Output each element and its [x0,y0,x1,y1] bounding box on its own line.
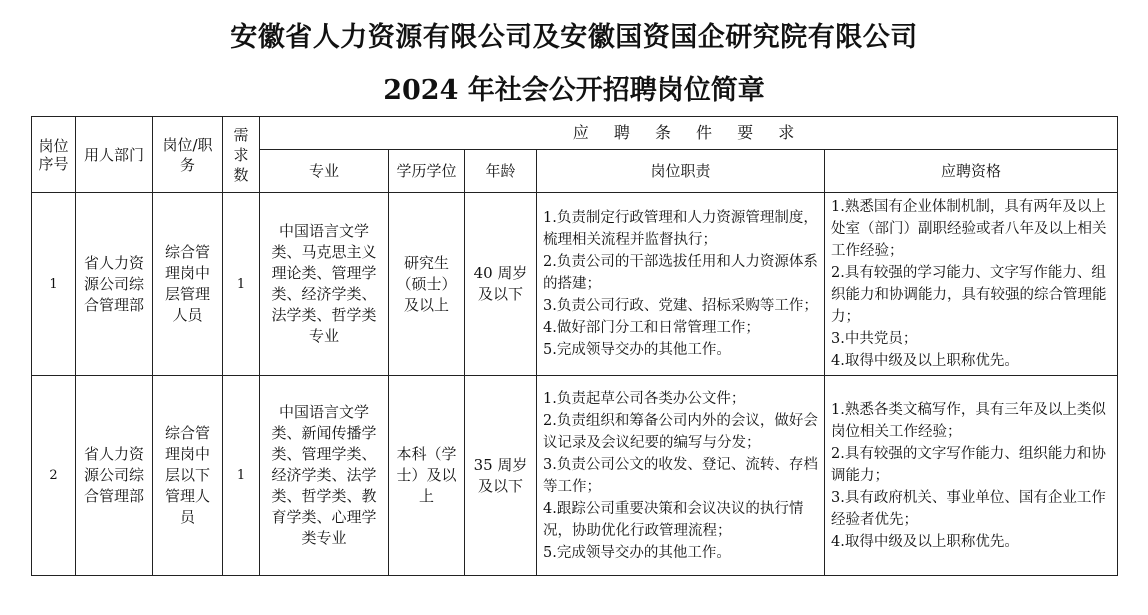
header-requirements: 应 聘 条 件 要 求 [260,117,1118,150]
cell-age: 40 周岁及以下 [465,193,537,376]
table-row [32,193,1118,376]
duty-item: 5.完成领导交办的其他工作。 [543,342,731,358]
qualification-item: 3.具有政府机关、事业单位、国有企业工作经验者优先； [831,489,1106,528]
cell-major: 中国语言文学类、马克思主义理论类、管理学类、经济学类、法学类、哲学类专业 [260,193,389,376]
cell-degree: 本科（学士）及以上 [389,376,465,576]
title-line-2: 2024 年社会公开招聘岗位简章 [383,75,765,106]
duty-item: 2.负责公司的干部选拔任用和人力资源体系的搭建； [543,254,818,292]
cell-seq: 1 [32,193,76,376]
cell-age: 35 周岁及以下 [465,376,537,576]
duty-item: 3.负责公司行政、党建、招标采购等工作； [543,298,818,314]
cell-seq: 2 [32,376,76,576]
header-duties: 岗位职责 [537,150,825,193]
cell-qualifications [825,376,1118,576]
header-degree: 学历学位 [389,150,465,193]
duty-item: 4.做好部门分工和日常管理工作； [543,320,760,336]
duty-item: 1.负责制定行政管理和人力资源管理制度，梳理相关流程并监督执行； [543,210,818,248]
duty-item: 1.负责起草公司各类办公文件； [543,390,746,407]
header-major: 专业 [260,150,389,193]
cell-post: 综合管理岗中层以下管理人员 [153,376,223,576]
header-qualifications: 应聘资格 [825,150,1118,193]
header-post: 岗位/职务 [153,117,223,193]
qualification-item: 3.中共党员； [831,331,918,347]
cell-dept: 省人力资源公司综合管理部 [76,193,153,376]
cell-qualifications [825,193,1118,376]
cell-count: 1 [223,193,260,376]
qualification-item: 4.取得中级及以上职称优先。 [831,353,1019,369]
cell-duties [537,376,825,576]
duty-item: 2.负责组织和筹备公司内外的会议，做好会议记录及会议纪要的编写与分发； [543,412,818,451]
duty-item: 5.完成领导交办的其他工作。 [543,544,731,561]
qualification-item: 1.熟悉各类文稿写作，具有三年及以上类似岗位相关工作经验； [831,401,1106,440]
qualification-item: 2.具有较强的文字写作能力、组织能力和协调能力； [831,445,1106,484]
duty-item: 3.负责公司公文的收发、登记、流转、存档等工作； [543,456,818,495]
header-age: 年龄 [465,150,537,193]
header-seq: 岗位序号 [32,117,76,193]
header-dept: 用人部门 [76,117,153,193]
header-count: 需求数 [223,117,260,193]
cell-duties [537,193,825,376]
cell-major: 中国语言文学类、新闻传播学类、管理学类、经济学类、法学类、哲学类、教育学类、心理学类专业 [260,376,389,576]
qualification-item: 4.取得中级及以上职称优先。 [831,533,1019,550]
cell-dept: 省人力资源公司综合管理部 [76,376,153,576]
cell-degree: 研究生（硕士）及以上 [389,193,465,376]
duty-item: 4.跟踪公司重要决策和会议决议的执行情况，协助优化行政管理流程； [543,500,804,539]
title-line-1: 安徽省人力资源有限公司及安徽国资国企研究院有限公司 [230,22,918,53]
table-row [32,376,1118,576]
recruitment-table [31,116,1118,576]
cell-post: 综合管理岗中层管理人员 [153,193,223,376]
qualification-item: 2.具有较强的学习能力、文字写作能力、组织能力和协调能力，具有较强的综合管理能力； [831,265,1107,325]
qualification-item: 1.熟悉国有企业体制机制，具有两年及以上处室（部门）副职经验或者八年及以上相关工作经验； [831,199,1107,259]
cell-count: 1 [223,376,260,576]
